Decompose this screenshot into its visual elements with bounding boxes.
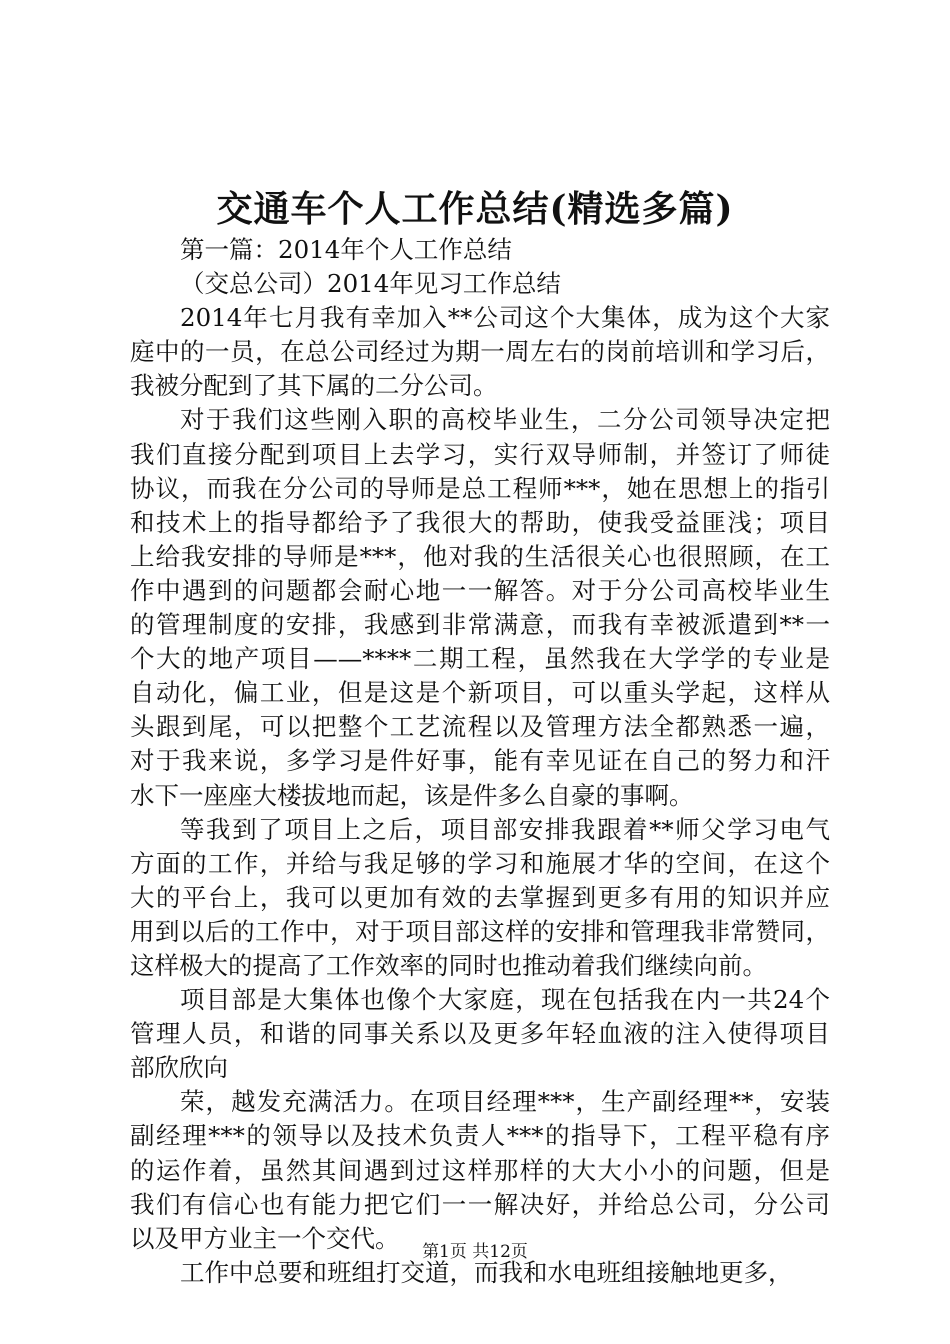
text-line: 协议，而我在分公司的导师是总工程师***，她在思想上的指引 [130,473,830,503]
text-line: 庭中的一员，在总公司经过为期一周左右的岗前培训和学习后， [130,337,830,367]
text-line: 荣，越发充满活力。在项目经理***，生产副经理**，安装 [180,1087,830,1117]
text-line: 我们有信心也有能力把它们一一解决好，并给总公司，分公司 [130,1189,830,1219]
text-line: 自动化，偏工业，但是这是个新项目，可以重头学起，这样从 [130,678,830,708]
document-title: 交通车个人工作总结(精选多篇) [216,188,734,230]
text-line: 对于我们这些刚入职的高校毕业生，二分公司领导决定把 [180,405,830,435]
page-footer: 第1页 共12页 [422,1242,528,1262]
text-line: 作中遇到的问题都会耐心地一一解答。对于分公司高校毕业生 [130,575,830,605]
text-line: 以及甲方业主一个交代。 [130,1223,400,1253]
text-line: 项目部是大集体也像个大家庭，现在包括我在内一共24个 [180,985,830,1015]
text-line: 管理人员，和谐的同事关系以及更多年轻血液的注入使得项目 [130,1019,830,1049]
text-line: 等我到了项目上之后，项目部安排我跟着**师父学习电气 [180,814,830,844]
text-line: 第一篇：2014年个人工作总结 [180,235,512,264]
text-line: 水下一座座大楼拔地而起，该是件多么自豪的事啊。 [130,780,694,810]
text-line: 方面的工作，并给与我足够的学习和施展才华的空间，在这个 [130,848,830,878]
text-line: 工作中总要和班组打交道，而我和水电班组接触地更多， [180,1257,793,1287]
text-line: 大的平台上，我可以更加有效的去掌握到更多有用的知识并应 [130,882,830,912]
text-line: 我们直接分配到项目上去学习，实行双导师制，并签订了师徒 [130,439,830,469]
text-line: 副经理***的领导以及技术负责人***的指导下，工程平稳有序 [130,1121,830,1151]
text-line: 个大的地产项目——****二期工程，虽然我在大学学的专业是 [130,644,830,674]
text-line: 部欣欣向 [130,1053,228,1083]
text-line: 这样极大的提高了工作效率的同时也推动着我们继续向前。 [130,950,767,980]
text-line: 的管理制度的安排，我感到非常满意，而我有幸被派遣到**一 [130,610,830,640]
text-line: 头跟到尾，可以把整个工艺流程以及管理方法全都熟悉一遍， [130,712,830,742]
text-line: 我被分配到了其下属的二分公司。 [130,371,498,401]
text-line: 的运作着，虽然其间遇到过这样那样的大大小小的问题，但是 [130,1155,830,1185]
text-line: 和技术上的指导都给予了我很大的帮助，使我受益匪浅；项目 [130,507,830,537]
text-line: 用到以后的工作中，对于项目部这样的安排和管理我非常赞同， [130,916,830,946]
text-line: 对于我来说，多学习是件好事，能有幸见证在自己的努力和汗 [130,746,830,776]
text-line: （交总公司）2014年见习工作总结 [180,269,561,299]
text-line: 上给我安排的导师是***，他对我的生活很关心也很照顾，在工 [130,541,830,571]
document-body [130,233,830,1290]
text-line: 2014年七月我有幸加入**公司这个大集体，成为这个大家 [180,303,830,333]
